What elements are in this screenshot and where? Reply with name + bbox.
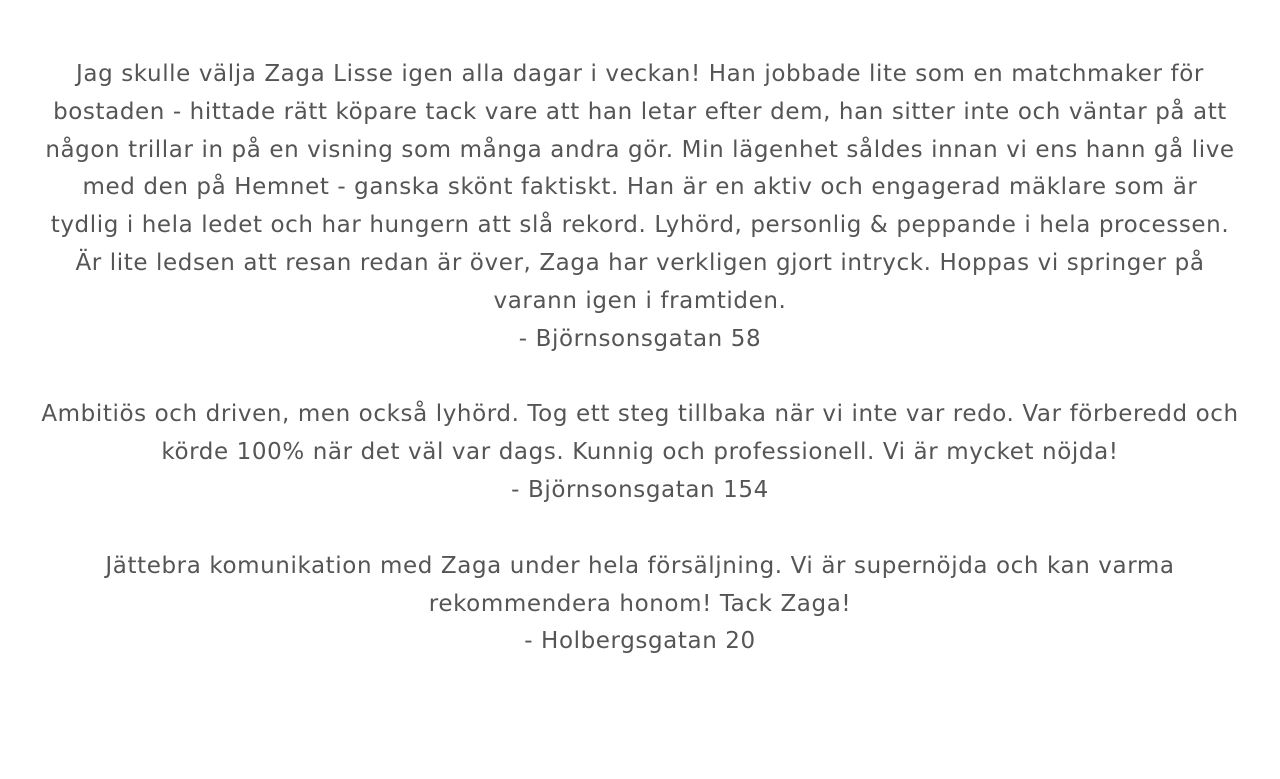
testimonial-address: - Björnsonsgatan 58 bbox=[518, 325, 762, 352]
testimonial bbox=[35, 548, 1245, 661]
testimonial-text: Ambitiös och driven, men också lyhörd. Tog ett steg tillbaka när vi inte var redo. Var förberedd och körde 100% när det väl var dags. Kunnig och professionell. Vi är mycket nöjda! bbox=[41, 401, 1239, 466]
testimonial bbox=[35, 396, 1245, 509]
testimonial-text: Jag skulle välja Zaga Lisse igen alla dagar i veckan! Han jobbade lite som en matchmaker för bostaden - hittade rätt köpare tack vare att han letar efter dem, han sitter inte och väntar på att någon trillar in på en visning som många andra gör. Min lägenhet såldes innan vi ens hann gå live med den på Hemnet - ganska skönt faktiskt. Han är en aktiv och engagerad mäklare som är tydlig i hela ledet och har hungern att slå rekord. Lyhörd, personlig & peppande i hela processen. Är lite ledsen att resan redan är över, Zaga har verkligen gjort intryck. Hoppas vi springer på varann igen i framtiden. bbox=[45, 61, 1235, 314]
testimonial-address: - Björnsonsgatan 154 bbox=[511, 476, 769, 503]
testimonial bbox=[45, 56, 1235, 358]
testimonial-text: Jättebra komunikation med Zaga under hela försäljning. Vi är supernöjda och kan varma rekommendera honom! Tack Zaga! bbox=[105, 552, 1175, 617]
testimonial-address: - Holbergsgatan 20 bbox=[524, 628, 756, 655]
